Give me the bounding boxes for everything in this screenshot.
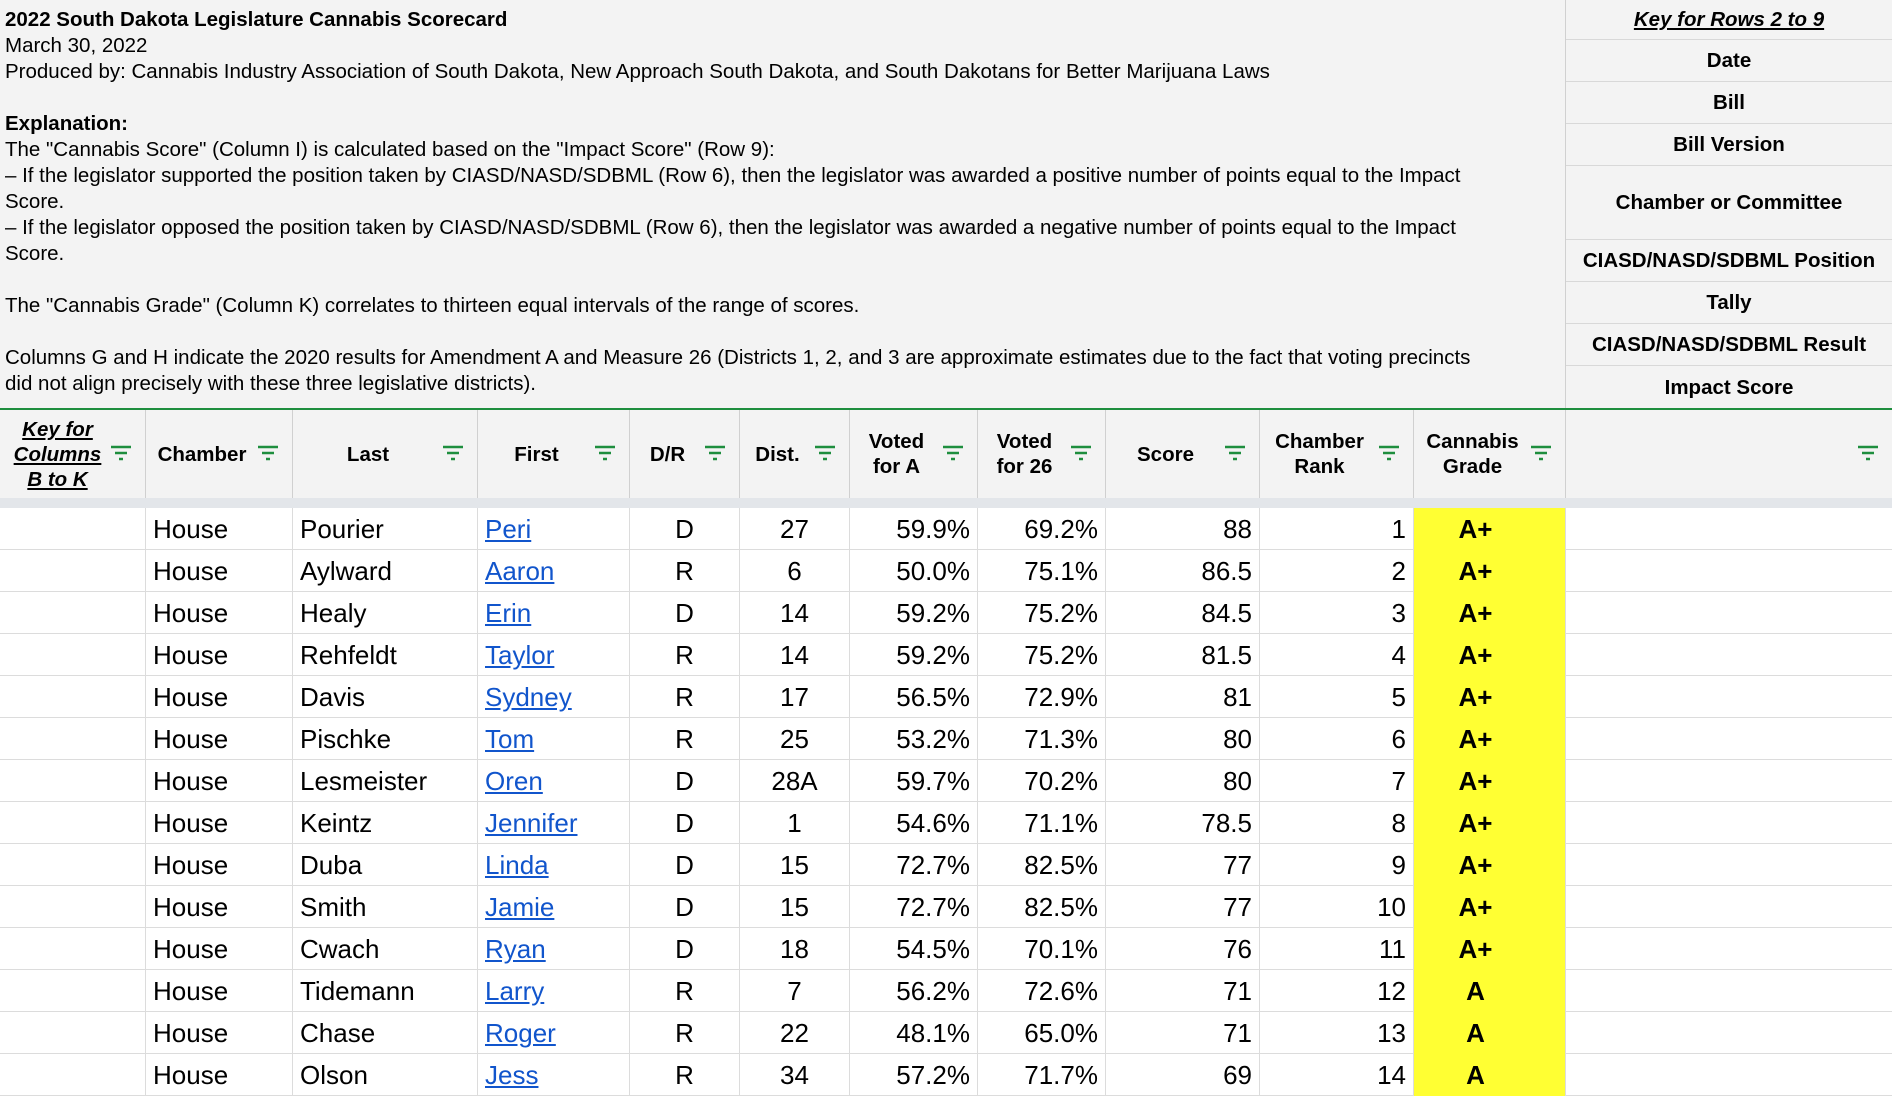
table-row[interactable]	[0, 634, 1892, 676]
cell-chamber[interactable]: House	[146, 802, 293, 844]
filter-icon[interactable]	[593, 444, 617, 462]
first-name-link[interactable]: Roger	[485, 1018, 556, 1048]
table-row[interactable]	[0, 760, 1892, 802]
cell-empty[interactable]	[1566, 634, 1892, 676]
cell-key[interactable]	[0, 760, 146, 802]
cell-voted-26[interactable]: 75.2%	[978, 634, 1106, 676]
cell-first-name-link[interactable]	[478, 592, 630, 634]
cell-last-name[interactable]: Smith	[293, 886, 478, 928]
cell-first-name-link[interactable]	[478, 844, 630, 886]
cell-chamber[interactable]: House	[146, 1012, 293, 1054]
key-item-chamber-committee: Chamber or Committee	[1566, 166, 1892, 240]
filter-icon[interactable]	[813, 444, 837, 462]
cell-chamber[interactable]: House	[146, 886, 293, 928]
explanation-line: Score.	[5, 242, 65, 265]
cell-voted-26[interactable]: 72.9%	[978, 676, 1106, 718]
explanation-line: – If the legislator opposed the position taken by CIASD/NASD/SDBML (Row 6), then the legislator was awarded a negative number of points equal to the Impact	[5, 216, 1456, 239]
cell-chamber-rank[interactable]: 9	[1260, 844, 1414, 886]
cell-voted-26[interactable]: 70.1%	[978, 928, 1106, 970]
cell-district[interactable]: 15	[740, 886, 850, 928]
key-rows-title[interactable]: Key for Rows 2 to 9	[1566, 0, 1892, 40]
cell-voted-26[interactable]: 65.0%	[978, 1012, 1106, 1054]
cell-key[interactable]	[0, 718, 146, 760]
cell-score[interactable]: 86.5	[1106, 550, 1260, 592]
cell-first-name-link[interactable]	[478, 760, 630, 802]
cell-cannabis-grade[interactable]: A+	[1414, 760, 1566, 802]
key-item-result: CIASD/NASD/SDBML Result	[1566, 324, 1892, 366]
header-chamber-rank[interactable]: Chamber Rank	[1260, 410, 1414, 498]
cell-voted-a[interactable]: 57.2%	[850, 1054, 978, 1096]
cell-party[interactable]: D	[630, 508, 740, 550]
cell-chamber-rank[interactable]: 12	[1260, 970, 1414, 1012]
produced-by: Produced by: Cannabis Industry Association of South Dakota, New Approach South Dakota, and South Dakotans for Better Marijuana Laws	[5, 60, 1270, 83]
cell-first-name-link[interactable]	[478, 718, 630, 760]
cell-chamber[interactable]: House	[146, 718, 293, 760]
cell-cannabis-grade[interactable]: A	[1414, 1012, 1566, 1054]
cell-score[interactable]: 77	[1106, 886, 1260, 928]
cell-chamber[interactable]: House	[146, 550, 293, 592]
cell-empty[interactable]	[1566, 1012, 1892, 1054]
cell-district[interactable]: 1	[740, 802, 850, 844]
cell-chamber[interactable]: House	[146, 928, 293, 970]
cell-cannabis-grade[interactable]: A	[1414, 970, 1566, 1012]
cell-last-name[interactable]: Healy	[293, 592, 478, 634]
cell-key[interactable]	[0, 844, 146, 886]
cell-district[interactable]: 25	[740, 718, 850, 760]
cell-party[interactable]: R	[630, 718, 740, 760]
explanation-line: did not align precisely with these three legislative districts).	[5, 372, 536, 395]
cell-empty[interactable]	[1566, 886, 1892, 928]
table-row[interactable]	[0, 886, 1892, 928]
table-row[interactable]	[0, 802, 1892, 844]
header-cannabis-grade[interactable]: Cannabis Grade	[1414, 410, 1566, 498]
cell-party[interactable]: D	[630, 928, 740, 970]
cell-key[interactable]	[0, 676, 146, 718]
cell-last-name[interactable]: Chase	[293, 1012, 478, 1054]
cell-empty[interactable]	[1566, 592, 1892, 634]
cell-first-name-link[interactable]	[478, 928, 630, 970]
cell-key[interactable]	[0, 550, 146, 592]
header-chamber[interactable]: Chamber	[146, 410, 293, 498]
cell-voted-a[interactable]: 48.1%	[850, 1012, 978, 1054]
cell-score[interactable]: 84.5	[1106, 592, 1260, 634]
header-dr[interactable]: D/R	[630, 410, 740, 498]
header-voted-26[interactable]: Voted for 26	[978, 410, 1106, 498]
header-key-for-columns[interactable]: Key for Columns B to K	[0, 410, 146, 498]
cell-voted-a[interactable]: 56.5%	[850, 676, 978, 718]
cell-district[interactable]: 6	[740, 550, 850, 592]
cell-score[interactable]: 80	[1106, 718, 1260, 760]
table-row[interactable]	[0, 592, 1892, 634]
cell-voted-a[interactable]: 59.7%	[850, 760, 978, 802]
cell-party[interactable]: R	[630, 550, 740, 592]
scorecard-date: March 30, 2022	[5, 34, 148, 57]
cell-chamber-rank[interactable]: 13	[1260, 1012, 1414, 1054]
cell-voted-a[interactable]: 72.7%	[850, 844, 978, 886]
first-name-link[interactable]: Jamie	[485, 892, 555, 922]
cell-party[interactable]: D	[630, 592, 740, 634]
cell-empty[interactable]	[1566, 676, 1892, 718]
table-row[interactable]	[0, 508, 1892, 550]
cell-voted-26[interactable]: 69.2%	[978, 508, 1106, 550]
cell-district[interactable]: 14	[740, 592, 850, 634]
cell-chamber-rank[interactable]: 2	[1260, 550, 1414, 592]
filter-icon[interactable]	[1377, 444, 1401, 462]
cell-district[interactable]: 28A	[740, 760, 850, 802]
cell-chamber[interactable]: House	[146, 970, 293, 1012]
key-item-impact-score: Impact Score	[1664, 375, 1794, 399]
first-name-link[interactable]: Linda	[485, 850, 549, 880]
first-name-link[interactable]: Erin	[485, 598, 532, 628]
cell-score[interactable]: 88	[1106, 508, 1260, 550]
cell-chamber[interactable]: House	[146, 592, 293, 634]
cell-district[interactable]: 22	[740, 1012, 850, 1054]
cell-first-name-link[interactable]	[478, 802, 630, 844]
cell-empty[interactable]	[1566, 928, 1892, 970]
cell-chamber-rank[interactable]: 1	[1260, 508, 1414, 550]
explanation-line: The "Cannabis Grade" (Column K) correlates to thirteen equal intervals of the range of scores.	[5, 294, 860, 317]
cell-last-name[interactable]: Pourier	[293, 508, 478, 550]
cell-last-name[interactable]: Duba	[293, 844, 478, 886]
cell-key[interactable]	[0, 970, 146, 1012]
key-for-rows-panel	[1566, 0, 1892, 409]
cell-chamber-rank[interactable]: 8	[1260, 802, 1414, 844]
cell-cannabis-grade[interactable]: A+	[1414, 508, 1566, 550]
cell-party[interactable]: D	[630, 844, 740, 886]
header-score[interactable]: Score	[1106, 410, 1260, 498]
cell-voted-26[interactable]: 71.3%	[978, 718, 1106, 760]
cell-chamber-rank[interactable]: 5	[1260, 676, 1414, 718]
cell-first-name-link[interactable]	[478, 508, 630, 550]
cell-cannabis-grade[interactable]: A+	[1414, 886, 1566, 928]
cell-voted-a[interactable]: 72.7%	[850, 886, 978, 928]
first-name-link[interactable]: Jess	[485, 1060, 539, 1090]
header-voted-a[interactable]: Voted for A	[850, 410, 978, 498]
key-item-bill: Bill	[1566, 82, 1892, 124]
cell-voted-26[interactable]: 72.6%	[978, 970, 1106, 1012]
cell-empty[interactable]	[1566, 718, 1892, 760]
cell-first-name-link[interactable]	[478, 1054, 630, 1096]
cell-empty[interactable]	[1566, 508, 1892, 550]
cell-voted-26[interactable]: 71.7%	[978, 1054, 1106, 1096]
cell-first-name-link[interactable]	[478, 886, 630, 928]
cell-district[interactable]: 18	[740, 928, 850, 970]
cell-chamber[interactable]: House	[146, 760, 293, 802]
table-row[interactable]	[0, 1054, 1892, 1096]
key-item-tally: Tally	[1566, 282, 1892, 324]
cell-party[interactable]: D	[630, 886, 740, 928]
first-name-link[interactable]: Jennifer	[485, 808, 578, 838]
filter-icon[interactable]	[703, 444, 727, 462]
cell-chamber-rank[interactable]: 7	[1260, 760, 1414, 802]
cell-voted-a[interactable]: 59.9%	[850, 508, 978, 550]
filter-icon[interactable]	[1223, 444, 1247, 462]
cell-party[interactable]: D	[630, 802, 740, 844]
explanation-line: The "Cannabis Score" (Column I) is calculated based on the "Impact Score" (Row 9):	[5, 138, 775, 161]
cell-score[interactable]: 80	[1106, 760, 1260, 802]
cell-party[interactable]: R	[630, 676, 740, 718]
cell-district[interactable]: 34	[740, 1054, 850, 1096]
filter-icon[interactable]	[1529, 444, 1553, 462]
key-item-bill-version: Bill Version	[1566, 124, 1892, 166]
cell-cannabis-grade[interactable]: A+	[1414, 676, 1566, 718]
header-dist[interactable]: Dist.	[740, 410, 850, 498]
explanation-line: Score.	[5, 190, 65, 213]
cell-key[interactable]	[0, 634, 146, 676]
first-name-link[interactable]: Larry	[485, 976, 545, 1006]
cell-chamber[interactable]: House	[146, 1054, 293, 1096]
explanation-line: – If the legislator supported the position taken by CIASD/NASD/SDBML (Row 6), then the legislator was awarded a positive number of points equal to the Impact	[5, 164, 1461, 187]
cell-key[interactable]	[0, 802, 146, 844]
cell-key[interactable]	[0, 928, 146, 970]
cell-score[interactable]: 69	[1106, 1054, 1260, 1096]
first-name-link[interactable]: Ryan	[485, 934, 546, 964]
cell-voted-a[interactable]: 54.5%	[850, 928, 978, 970]
table-row[interactable]	[0, 1012, 1892, 1054]
cell-district[interactable]: 14	[740, 634, 850, 676]
cell-voted-a[interactable]: 59.2%	[850, 592, 978, 634]
cell-score[interactable]: 78.5	[1106, 802, 1260, 844]
cell-chamber-rank[interactable]: 11	[1260, 928, 1414, 970]
cell-cannabis-grade[interactable]: A+	[1414, 592, 1566, 634]
cell-party[interactable]: R	[630, 1054, 740, 1096]
cell-key[interactable]	[0, 592, 146, 634]
cell-district[interactable]: 7	[740, 970, 850, 1012]
cell-last-name[interactable]: Keintz	[293, 802, 478, 844]
cell-voted-a[interactable]: 53.2%	[850, 718, 978, 760]
cell-voted-a[interactable]: 50.0%	[850, 550, 978, 592]
first-name-link[interactable]: Peri	[485, 514, 532, 544]
cell-cannabis-grade[interactable]: A	[1414, 1054, 1566, 1096]
cell-last-name[interactable]: Rehfeldt	[293, 634, 478, 676]
cell-voted-26[interactable]: 70.2%	[978, 760, 1106, 802]
explanation-line: Columns G and H indicate the 2020 results for Amendment A and Measure 26 (Districts 1, 2, and 3 are approximate estimates due to the fact that voting precincts	[5, 346, 1471, 369]
filter-icon[interactable]	[941, 444, 965, 462]
table-row[interactable]	[0, 970, 1892, 1012]
table-row[interactable]	[0, 718, 1892, 760]
first-name-link[interactable]: Sydney	[485, 682, 572, 712]
table-row[interactable]	[0, 844, 1892, 886]
cell-chamber-rank[interactable]: 10	[1260, 886, 1414, 928]
first-name-link[interactable]: Aaron	[485, 556, 555, 586]
cell-score[interactable]: 81.5	[1106, 634, 1260, 676]
header-first[interactable]: First	[478, 410, 630, 498]
filter-icon[interactable]	[1069, 444, 1093, 462]
cell-empty[interactable]	[1566, 844, 1892, 886]
cell-voted-26[interactable]: 82.5%	[978, 844, 1106, 886]
cell-chamber-rank[interactable]: 4	[1260, 634, 1414, 676]
cell-chamber-rank[interactable]: 14	[1260, 1054, 1414, 1096]
cell-key[interactable]	[0, 1054, 146, 1096]
key-item-position: CIASD/NASD/SDBML Position	[1566, 240, 1892, 282]
cell-chamber-rank[interactable]: 3	[1260, 592, 1414, 634]
cell-last-name[interactable]: Pischke	[293, 718, 478, 760]
cell-first-name-link[interactable]	[478, 970, 630, 1012]
cell-party[interactable]: R	[630, 970, 740, 1012]
cell-chamber-rank[interactable]: 6	[1260, 718, 1414, 760]
cell-last-name[interactable]: Aylward	[293, 550, 478, 592]
cell-voted-26[interactable]: 75.2%	[978, 592, 1106, 634]
cell-district[interactable]: 27	[740, 508, 850, 550]
cell-first-name-link[interactable]	[478, 634, 630, 676]
cell-voted-26[interactable]: 82.5%	[978, 886, 1106, 928]
filter-icon[interactable]	[256, 444, 280, 462]
cell-voted-26[interactable]: 75.1%	[978, 550, 1106, 592]
cell-party[interactable]: R	[630, 634, 740, 676]
cell-empty[interactable]	[1566, 550, 1892, 592]
cell-district[interactable]: 15	[740, 844, 850, 886]
cell-cannabis-grade[interactable]: A+	[1414, 718, 1566, 760]
first-name-link[interactable]: Tom	[485, 724, 535, 754]
cell-score[interactable]: 77	[1106, 844, 1260, 886]
cell-cannabis-grade[interactable]: A+	[1414, 802, 1566, 844]
cell-chamber[interactable]: House	[146, 508, 293, 550]
header-last[interactable]: Last	[293, 410, 478, 498]
cell-score[interactable]: 71	[1106, 970, 1260, 1012]
cell-chamber[interactable]: House	[146, 676, 293, 718]
cell-empty[interactable]	[1566, 970, 1892, 1012]
cell-empty[interactable]	[1566, 802, 1892, 844]
header-empty-column[interactable]	[1566, 410, 1892, 498]
cell-voted-a[interactable]: 59.2%	[850, 634, 978, 676]
cell-first-name-link[interactable]	[478, 550, 630, 592]
cell-cannabis-grade[interactable]: A+	[1414, 928, 1566, 970]
cell-cannabis-grade[interactable]: A+	[1414, 634, 1566, 676]
key-item-date: Date	[1566, 40, 1892, 82]
first-name-link[interactable]: Oren	[485, 766, 543, 796]
cell-party[interactable]: R	[630, 1012, 740, 1054]
frozen-header-divider	[0, 498, 1892, 508]
explanation-heading: Explanation:	[5, 112, 129, 135]
table-row[interactable]	[0, 928, 1892, 970]
table-row[interactable]	[0, 676, 1892, 718]
cell-party[interactable]: D	[630, 760, 740, 802]
cell-empty[interactable]	[1566, 1054, 1892, 1096]
cell-last-name[interactable]: Tidemann	[293, 970, 478, 1012]
cell-key[interactable]	[0, 508, 146, 550]
table-header-row	[0, 410, 1892, 498]
cell-district[interactable]: 17	[740, 676, 850, 718]
cell-voted-a[interactable]: 56.2%	[850, 970, 978, 1012]
cell-empty[interactable]	[1566, 760, 1892, 802]
cell-cannabis-grade[interactable]: A+	[1414, 550, 1566, 592]
cell-score[interactable]: 76	[1106, 928, 1260, 970]
filter-icon[interactable]	[109, 444, 133, 462]
table-row[interactable]	[0, 550, 1892, 592]
first-name-link[interactable]: Taylor	[485, 640, 555, 670]
cell-first-name-link[interactable]	[478, 1012, 630, 1054]
cell-last-name[interactable]: Lesmeister	[293, 760, 478, 802]
scorecard-title: 2022 South Dakota Legislature Cannabis Scorecard	[5, 8, 508, 31]
cell-first-name-link[interactable]	[478, 676, 630, 718]
cell-key[interactable]	[0, 886, 146, 928]
cell-key[interactable]	[0, 1012, 146, 1054]
cell-last-name[interactable]: Olson	[293, 1054, 478, 1096]
filter-icon[interactable]	[441, 444, 465, 462]
cell-last-name[interactable]: Davis	[293, 676, 478, 718]
cell-voted-26[interactable]: 71.1%	[978, 802, 1106, 844]
cell-chamber[interactable]: House	[146, 634, 293, 676]
cell-score[interactable]: 71	[1106, 1012, 1260, 1054]
cell-cannabis-grade[interactable]: A+	[1414, 844, 1566, 886]
scorecard-info-panel	[0, 0, 1566, 409]
cell-chamber[interactable]: House	[146, 844, 293, 886]
cell-score[interactable]: 81	[1106, 676, 1260, 718]
filter-icon[interactable]	[1856, 444, 1880, 462]
cell-last-name[interactable]: Cwach	[293, 928, 478, 970]
cell-voted-a[interactable]: 54.6%	[850, 802, 978, 844]
